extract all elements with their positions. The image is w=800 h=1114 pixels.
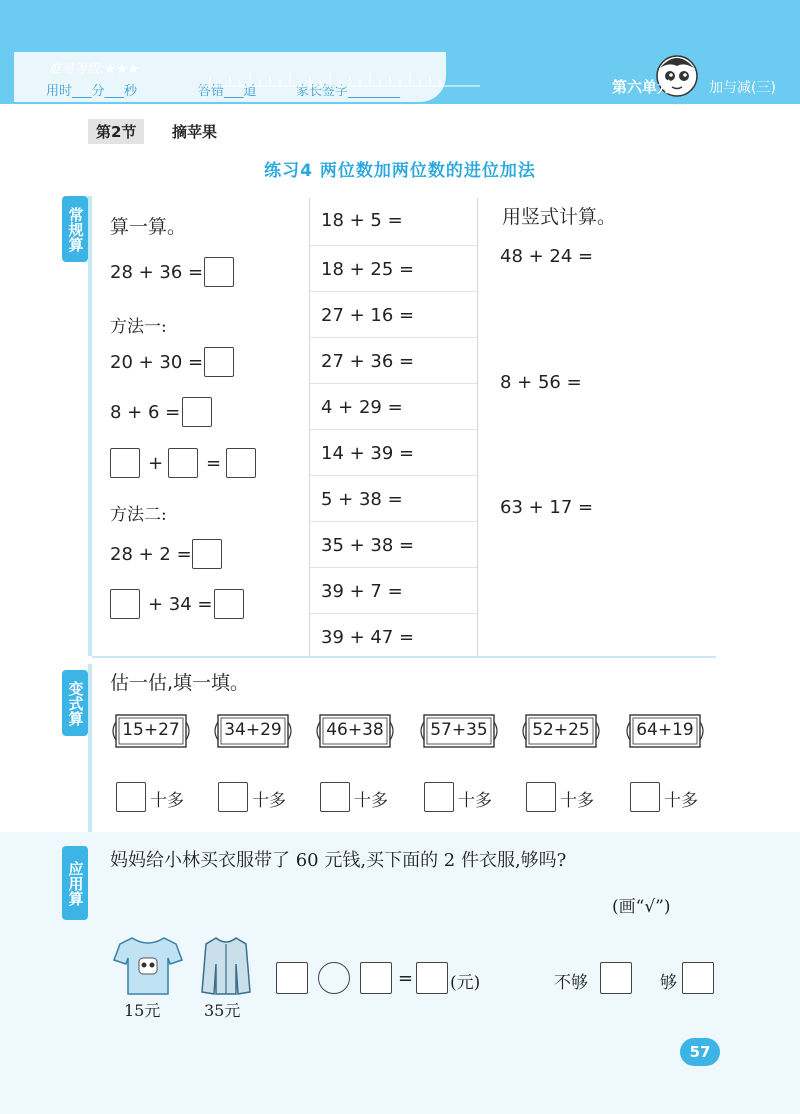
exercise-title: 练习4 两位数加两位数的进位加法 (264, 161, 536, 181)
answer-box[interactable] (110, 589, 140, 619)
regular-panel-border (88, 196, 92, 656)
answer-box[interactable] (424, 782, 454, 812)
answer-box[interactable] (204, 347, 234, 377)
parent-signature-field: 家长签字________ (296, 84, 401, 99)
answer-box[interactable] (214, 589, 244, 619)
vertical-item: 63 + 17 = (500, 497, 594, 518)
regular-heading: 算一算。 (110, 216, 187, 238)
tshirt-icon (112, 934, 184, 998)
tab-variant-label: 变式算 (66, 680, 85, 726)
row-divider (310, 521, 477, 522)
method-two-label: 方法二: (110, 505, 167, 525)
answer-box[interactable] (630, 782, 660, 812)
answer-box[interactable] (116, 782, 146, 812)
estimate-suffix: 十多 (354, 791, 388, 811)
tab-variant-calculation (62, 670, 88, 736)
method-two-line2: + 34 = (148, 594, 213, 615)
answer-box[interactable] (360, 962, 392, 994)
answer-box[interactable] (526, 782, 556, 812)
row-divider (310, 567, 477, 568)
estimate-expression: 52+25 (532, 720, 590, 740)
time-field: 用时___分___秒 (46, 84, 138, 99)
estimate-frame (110, 712, 192, 750)
estimate-heading: 估一估,填一填。 (110, 672, 250, 694)
answer-box[interactable] (110, 448, 140, 478)
oral-item: 39 + 7 = (321, 581, 403, 602)
oral-item: 35 + 38 = (321, 535, 415, 556)
jacket-price: 35元 (204, 1001, 241, 1020)
jacket-icon (200, 934, 252, 998)
oral-item: 18 + 25 = (321, 259, 415, 280)
plus-sign: + (148, 453, 164, 474)
equals-sign: = (398, 968, 414, 989)
estimate-frame (520, 712, 602, 750)
estimate-expression: 57+35 (430, 720, 488, 740)
section-divider (92, 656, 716, 658)
row-divider (310, 613, 477, 614)
oral-item: 27 + 16 = (321, 305, 415, 326)
estimate-suffix: 十多 (664, 791, 698, 811)
column-divider (477, 198, 478, 656)
tab-applied-calculation (62, 846, 88, 920)
row-divider (310, 429, 477, 430)
variant-panel-border (88, 664, 92, 834)
row-divider (310, 475, 477, 476)
not-enough-label: 不够 (554, 973, 588, 993)
estimate-frame (314, 712, 396, 750)
row-divider (310, 383, 477, 384)
method-one-line1: 20 + 30 = (110, 352, 204, 373)
section-title: 摘苹果 (172, 123, 218, 141)
estimate-expression: 64+19 (636, 720, 694, 740)
applied-hint: (画“√”) (612, 897, 671, 917)
ruler-decoration (200, 64, 480, 88)
estimate-frame (624, 712, 706, 750)
estimate-frame (418, 712, 500, 750)
main-equation: 28 + 36 = (110, 262, 204, 283)
tab-applied-label: 应用算 (66, 860, 85, 906)
answer-box[interactable] (182, 397, 212, 427)
oral-item: 39 + 47 = (321, 627, 415, 648)
tab-regular-calculation (62, 196, 88, 262)
estimate-expression: 34+29 (224, 720, 282, 740)
column-divider (309, 198, 310, 656)
unit-subtitle: 加与减(三) (709, 80, 776, 96)
estimate-suffix: 十多 (560, 791, 594, 811)
estimate-expression: 15+27 (122, 720, 180, 740)
vertical-item: 48 + 24 = (500, 246, 594, 267)
not-enough-checkbox[interactable] (600, 962, 632, 994)
answer-box[interactable] (276, 962, 308, 994)
answer-box[interactable] (204, 257, 234, 287)
unit-label: (元) (450, 973, 481, 993)
section-number: 第2节 (88, 119, 144, 144)
estimate-suffix: 十多 (150, 791, 184, 811)
answer-box[interactable] (226, 448, 256, 478)
page-number: 57 (680, 1038, 720, 1066)
vertical-item: 8 + 56 = (500, 372, 582, 393)
estimate-suffix: 十多 (252, 791, 286, 811)
enough-label: 够 (660, 973, 677, 993)
oral-item: 27 + 36 = (321, 351, 415, 372)
row-divider (310, 245, 477, 246)
wrong-count-field: 答错___道 (198, 84, 257, 99)
estimate-suffix: 十多 (458, 791, 492, 811)
operator-circle[interactable] (318, 962, 350, 994)
oral-item: 5 + 38 = (321, 489, 403, 510)
row-divider (310, 291, 477, 292)
enough-checkbox[interactable] (682, 962, 714, 994)
method-one-line2: 8 + 6 = (110, 402, 181, 423)
answer-box[interactable] (168, 448, 198, 478)
answer-box[interactable] (218, 782, 248, 812)
method-one-label: 方法一: (110, 317, 167, 337)
unit-title: 第六单元 (611, 78, 672, 96)
vertical-heading: 用竖式计算。 (502, 206, 617, 228)
answer-box[interactable] (416, 962, 448, 994)
row-divider (310, 337, 477, 338)
answer-box[interactable] (320, 782, 350, 812)
estimate-expression: 46+38 (326, 720, 384, 740)
equals-sign: = (206, 453, 222, 474)
tshirt-price: 15元 (124, 1001, 161, 1020)
oral-item: 4 + 29 = (321, 397, 403, 418)
answer-box[interactable] (192, 539, 222, 569)
tab-regular-label: 常规算 (66, 206, 85, 252)
estimate-frame (212, 712, 294, 750)
oral-item: 18 + 5 = (321, 210, 403, 231)
applied-question: 妈妈给小林买衣服带了 60 元钱,买下面的 2 件衣服,够吗? (110, 850, 567, 871)
oral-item: 14 + 39 = (321, 443, 415, 464)
difficulty-label: 难易等级:★★★ (48, 62, 140, 77)
method-two-line1: 28 + 2 = (110, 544, 192, 565)
